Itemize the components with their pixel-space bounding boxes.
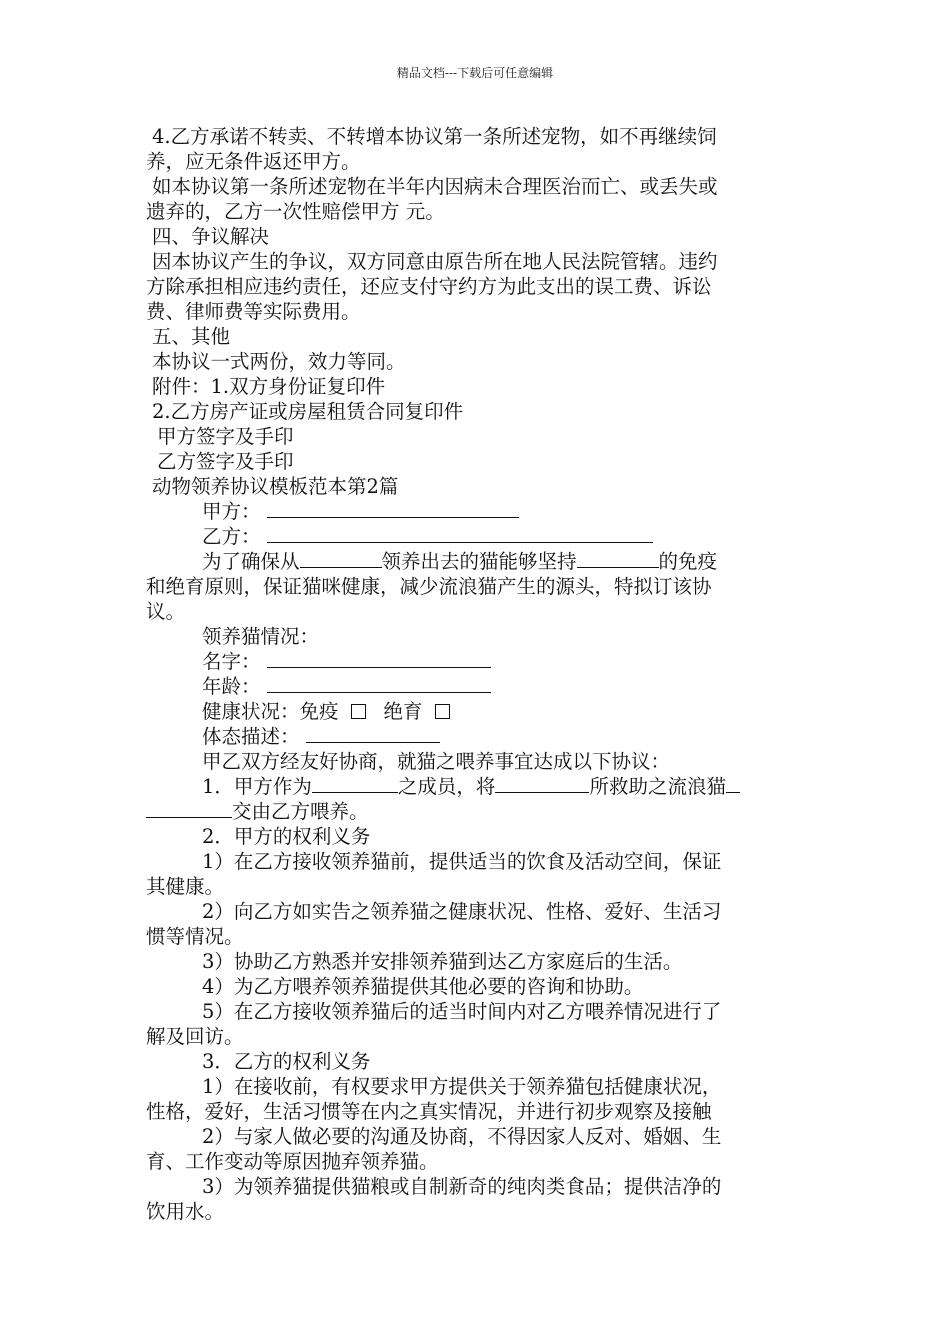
section-heading: 四、争议解决 xyxy=(152,225,270,248)
clause-line xyxy=(146,774,816,799)
clause-line: 惯等情况。 xyxy=(146,925,244,948)
party-b-label: 乙方： xyxy=(202,525,261,548)
cat-age-label: 年龄： xyxy=(202,675,261,698)
party-a-label: 甲方： xyxy=(202,500,261,523)
page-header: 精品文档---下载后可任意编辑 xyxy=(396,66,554,80)
clause-line: 因本协议产生的争议，双方同意由原告所在地人民法院管辖。违约 xyxy=(152,250,718,273)
neutered-label: 绝育 xyxy=(383,700,423,723)
cat-name-blank xyxy=(267,649,491,668)
party-b-line xyxy=(146,524,816,549)
section-heading: 3．乙方的权利义务 xyxy=(202,1050,371,1073)
cat-age-blank xyxy=(267,674,491,693)
neutered-checkbox[interactable] xyxy=(435,704,450,719)
clause-line: 3）协助乙方熟悉并安排领养猫到达乙方家庭后的生活。 xyxy=(202,950,683,973)
attachment-line: 附件：1.双方身份证复印件 xyxy=(152,375,386,398)
attachment-line: 2.乙方房产证或房屋租赁合同复印件 xyxy=(152,400,464,423)
party-a-blank xyxy=(267,499,519,518)
clause-line: 4.乙方承诺不转卖、不转增本协议第一条所述宠物，如不再继续饲 xyxy=(152,125,717,148)
cat-blank-cont xyxy=(146,799,232,818)
vaccinated-checkbox[interactable] xyxy=(351,704,366,719)
clause-line xyxy=(146,799,816,824)
cat-name-label: 名字： xyxy=(202,650,261,673)
clause-line: 解及回访。 xyxy=(146,1025,244,1048)
clause-line: 1）在接收前，有权要求甲方提供关于领养猫包括健康状况， xyxy=(202,1075,722,1098)
clause-line: 育、工作变动等原因抛弃领养猫。 xyxy=(146,1150,439,1173)
clause-line: 费、律师费等实际费用。 xyxy=(146,300,361,323)
body-desc-blank xyxy=(306,724,440,743)
org-blank xyxy=(300,549,382,568)
clause-line xyxy=(146,549,816,574)
text-run: 领养出去的猫能够坚持 xyxy=(381,550,577,573)
clause-line: 养，应无条件返还甲方。 xyxy=(146,150,361,173)
clause-line: 性格，爱好，生活习惯等在内之真实情况，并进行初步观察及接触 xyxy=(146,1100,712,1123)
clause-line: 其健康。 xyxy=(146,875,225,898)
rescuer-blank xyxy=(495,774,589,793)
text-run: 之成员，将 xyxy=(397,775,496,798)
clause-line: 2）向乙方如实告之领养猫之健康状况、性格、爱好、生活习 xyxy=(202,900,722,923)
party-a-line xyxy=(146,499,816,524)
clause-line: 甲乙双方经友好协商，就猫之喂养事宜达成以下协议： xyxy=(202,750,671,773)
section-heading: 五、其他 xyxy=(152,325,231,348)
cat-age-line xyxy=(146,674,816,699)
text-run: 交由乙方喂养。 xyxy=(232,800,369,823)
section-heading: 2．甲方的权利义务 xyxy=(202,825,371,848)
cat-blank xyxy=(726,774,740,793)
body-desc-label: 体态描述： xyxy=(202,725,300,748)
body-desc-line xyxy=(146,724,816,749)
text-run: 所救助之流浪猫 xyxy=(589,775,726,798)
text-run: 1．甲方作为 xyxy=(202,775,312,798)
clause-line: 1）在乙方接收领养猫前，提供适当的饮食及活动空间，保证 xyxy=(202,850,722,873)
signature-line: 乙方签字及手印 xyxy=(157,450,294,473)
cat-info-heading: 领养猫情况： xyxy=(202,625,320,648)
text-run: 为了确保从 xyxy=(202,550,300,573)
document-body xyxy=(146,124,816,1224)
clause-line: 5）在乙方接收领养猫后的适当时间内对乙方喂养情况进行了 xyxy=(202,1000,722,1023)
clause-line: 遗弃的，乙方一次性赔偿甲方 元。 xyxy=(146,200,445,223)
party-b-blank xyxy=(267,524,653,543)
principle-blank xyxy=(577,549,659,568)
org-member-blank xyxy=(312,774,398,793)
clause-line: 和绝育原则，保证猫咪健康，减少流浪猫产生的源头，特拟订该协 xyxy=(146,575,712,598)
health-label: 健康状况：免疫 xyxy=(202,700,339,723)
document-title: 动物领养协议模板范本第2篇 xyxy=(152,475,399,498)
text-run: 的免疫 xyxy=(658,550,718,573)
clause-line: 3）为领养猫提供猫粮或自制新奇的纯肉类食品；提供洁净的 xyxy=(202,1175,722,1198)
clause-line: 4）为乙方喂养领养猫提供其他必要的咨询和协助。 xyxy=(202,975,644,998)
clause-line: 本协议一式两份，效力等同。 xyxy=(152,350,406,373)
signature-line: 甲方签字及手印 xyxy=(157,425,294,448)
clause-line: 2）与家人做必要的沟通及协商，不得因家人反对、婚姻、生 xyxy=(202,1125,722,1148)
clause-line: 方除承担相应违约责任，还应支付守约方为此支出的误工费、诉讼 xyxy=(146,275,712,298)
clause-line: 饮用水。 xyxy=(146,1200,225,1223)
health-line xyxy=(146,699,816,724)
clause-line: 议。 xyxy=(146,600,186,623)
cat-name-line xyxy=(146,649,816,674)
clause-line: 如本协议第一条所述宠物在半年内因病未合理医治而亡、或丢失或 xyxy=(152,175,718,198)
